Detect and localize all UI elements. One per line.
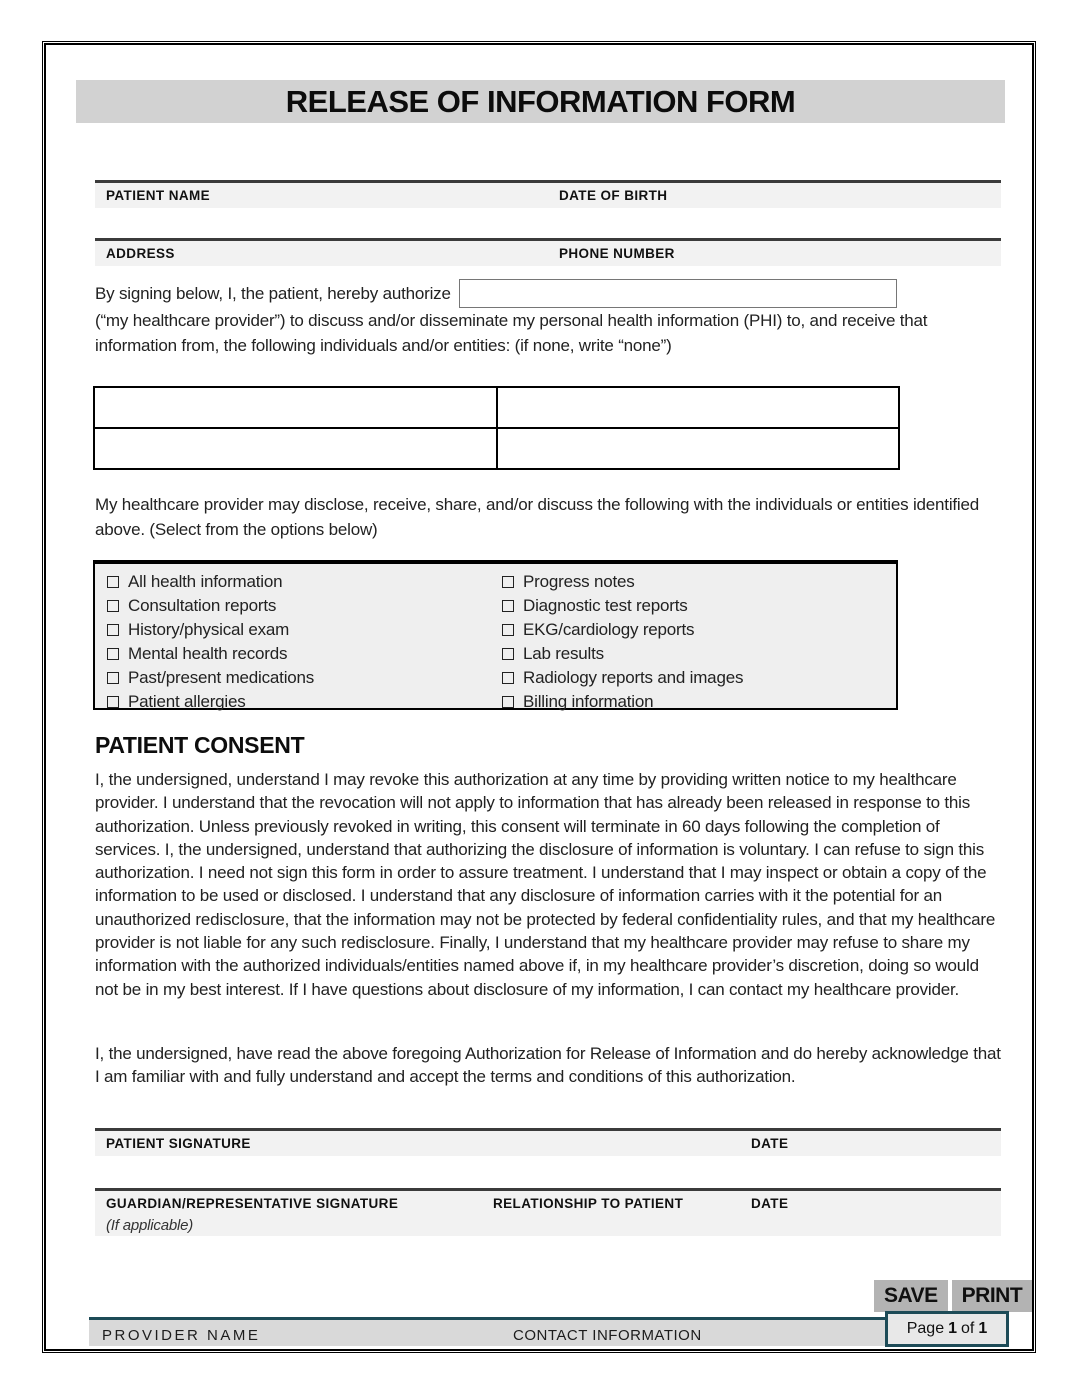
page-of: of (961, 1320, 975, 1337)
option-label: Mental health records (128, 644, 288, 663)
option-label: Consultation reports (128, 596, 277, 615)
checkbox-icon[interactable] (107, 672, 119, 684)
patient-name-label: PATIENT NAME (106, 188, 211, 203)
authorization-continued-text: (“my healthcare provider”) to discuss and/or disseminate my personal health information (PHI) to, and receive that information from, the following individuals and/or entities: (if none, write “none”) (95, 311, 928, 355)
option-label: Radiology reports and images (523, 668, 744, 687)
if-applicable-note: (If applicable) (106, 1217, 194, 1234)
checkbox-icon[interactable] (502, 576, 514, 588)
page-total: 1 (978, 1320, 988, 1337)
recipient-cell[interactable] (94, 428, 497, 469)
checkbox-icon[interactable] (107, 576, 119, 588)
guardian-signature-band (95, 1188, 1001, 1236)
footer-band (89, 1317, 1009, 1346)
consent-acknowledgement-text: I, the undersigned, have read the above foregoing Authorization for Release of Information and do hereby acknowledge that I am familiar with and fully understand and accept the terms and conditions of this authorization. (95, 1044, 1001, 1087)
phone-number-label: PHONE NUMBER (559, 246, 675, 261)
checkbox-icon[interactable] (502, 624, 514, 636)
checkbox-icon[interactable] (502, 648, 514, 660)
option-past-present-medications[interactable] (107, 666, 502, 690)
action-buttons (874, 1280, 1032, 1312)
guardian-date-label: DATE (751, 1196, 789, 1211)
checkbox-icon[interactable] (502, 600, 514, 612)
option-all-health-information[interactable] (107, 570, 502, 594)
option-consultation-reports[interactable] (107, 594, 502, 618)
patient-consent-heading: PATIENT CONSENT (95, 732, 305, 758)
page-current: 1 (948, 1320, 958, 1337)
document-page (42, 41, 1036, 1353)
option-label: EKG/cardiology reports (523, 620, 695, 639)
recipient-cell[interactable] (497, 428, 900, 469)
page-prefix: Page (906, 1320, 945, 1337)
patient-signature-label: PATIENT SIGNATURE (106, 1136, 251, 1151)
option-label: History/physical exam (128, 620, 290, 639)
page-title: RELEASE OF INFORMATION FORM (285, 83, 796, 119)
option-billing-information[interactable] (502, 690, 896, 714)
table-row (94, 387, 899, 428)
checkbox-icon[interactable] (107, 648, 119, 660)
page-indicator (885, 1311, 1009, 1347)
option-diagnostic-test-reports[interactable] (502, 594, 896, 618)
consent-body-text: I, the undersigned, understand I may revoke this authorization at any time by providing written notice to my healthcare provider. I understand that the revocation will not apply to information that has already been released in response to this authorization. Unless previously revoked in writing, this consent will terminate in 60 days following the completion of services. I, the undersigned, understand that authorizing the disclosure of information is voluntary. I can refuse to sign this authorization. I need not sign this form in order to assure treatment. I understand that I may inspect or obtain a copy of the information to be used or disclosed. I understand that any disclosure of information carries with it the potential for an unauthorized redisclosure, that the information may not be protected by federal confidentiality rules, and that my healthcare provider is not liable for any such redisclosure. Finally, I understand that my healthcare provider may refuse to share my information with the authorized individuals/entities named above if, in my healthcare provider’s discretion, doing so would not be in my best interest. If I have questions about disclosure of my information, I can contact my healthcare provider. (95, 770, 996, 999)
checkbox-icon[interactable] (107, 696, 119, 708)
guardian-signature-label: GUARDIAN/REPRESENTATIVE SIGNATURE (106, 1196, 399, 1211)
option-label: Past/present medications (128, 668, 315, 687)
checkbox-icon[interactable] (502, 672, 514, 684)
table-row (94, 428, 899, 469)
checkbox-icon[interactable] (502, 696, 514, 708)
recipient-cell[interactable] (497, 387, 900, 428)
date-of-birth-label: DATE OF BIRTH (559, 188, 668, 203)
save-button[interactable]: SAVE (874, 1280, 948, 1312)
option-progress-notes[interactable] (502, 570, 896, 594)
option-ekg-cardiology-reports[interactable] (502, 618, 896, 642)
print-button[interactable]: PRINT (952, 1280, 1033, 1312)
patient-signature-band (95, 1128, 1001, 1156)
option-history-physical-exam[interactable] (107, 618, 502, 642)
option-lab-results[interactable] (502, 642, 896, 666)
healthcare-provider-input[interactable] (459, 279, 897, 308)
patient-date-label: DATE (751, 1136, 789, 1151)
checkbox-icon[interactable] (107, 624, 119, 636)
recipients-table (93, 386, 900, 470)
authorization-intro-text: By signing below, I, the patient, hereby authorize (95, 284, 451, 303)
title-band (76, 80, 1005, 123)
option-mental-health-records[interactable] (107, 642, 502, 666)
checkbox-icon[interactable] (107, 600, 119, 612)
option-label: All health information (128, 572, 283, 591)
provider-name-label: PROVIDER NAME (102, 1327, 261, 1344)
option-label: Patient allergies (128, 692, 246, 711)
option-label: Billing information (523, 692, 654, 711)
option-label: Lab results (523, 644, 604, 663)
option-radiology-reports-images[interactable] (502, 666, 896, 690)
disclosure-instruction: My healthcare provider may disclose, receive, share, and/or discuss the following with the individuals or entities identified above. (Select from the options below) (95, 495, 980, 539)
option-label: Progress notes (523, 572, 635, 591)
address-label: ADDRESS (106, 246, 175, 261)
authorization-paragraph (95, 279, 957, 358)
patient-name-dob-band (95, 180, 1001, 208)
disclosure-options-panel (93, 560, 898, 710)
option-patient-allergies[interactable] (107, 690, 502, 714)
recipient-cell[interactable] (94, 387, 497, 428)
relationship-to-patient-label: RELATIONSHIP TO PATIENT (493, 1196, 684, 1211)
contact-information-label: CONTACT INFORMATION (513, 1327, 702, 1344)
address-phone-band (95, 238, 1001, 266)
option-label: Diagnostic test reports (523, 596, 688, 615)
